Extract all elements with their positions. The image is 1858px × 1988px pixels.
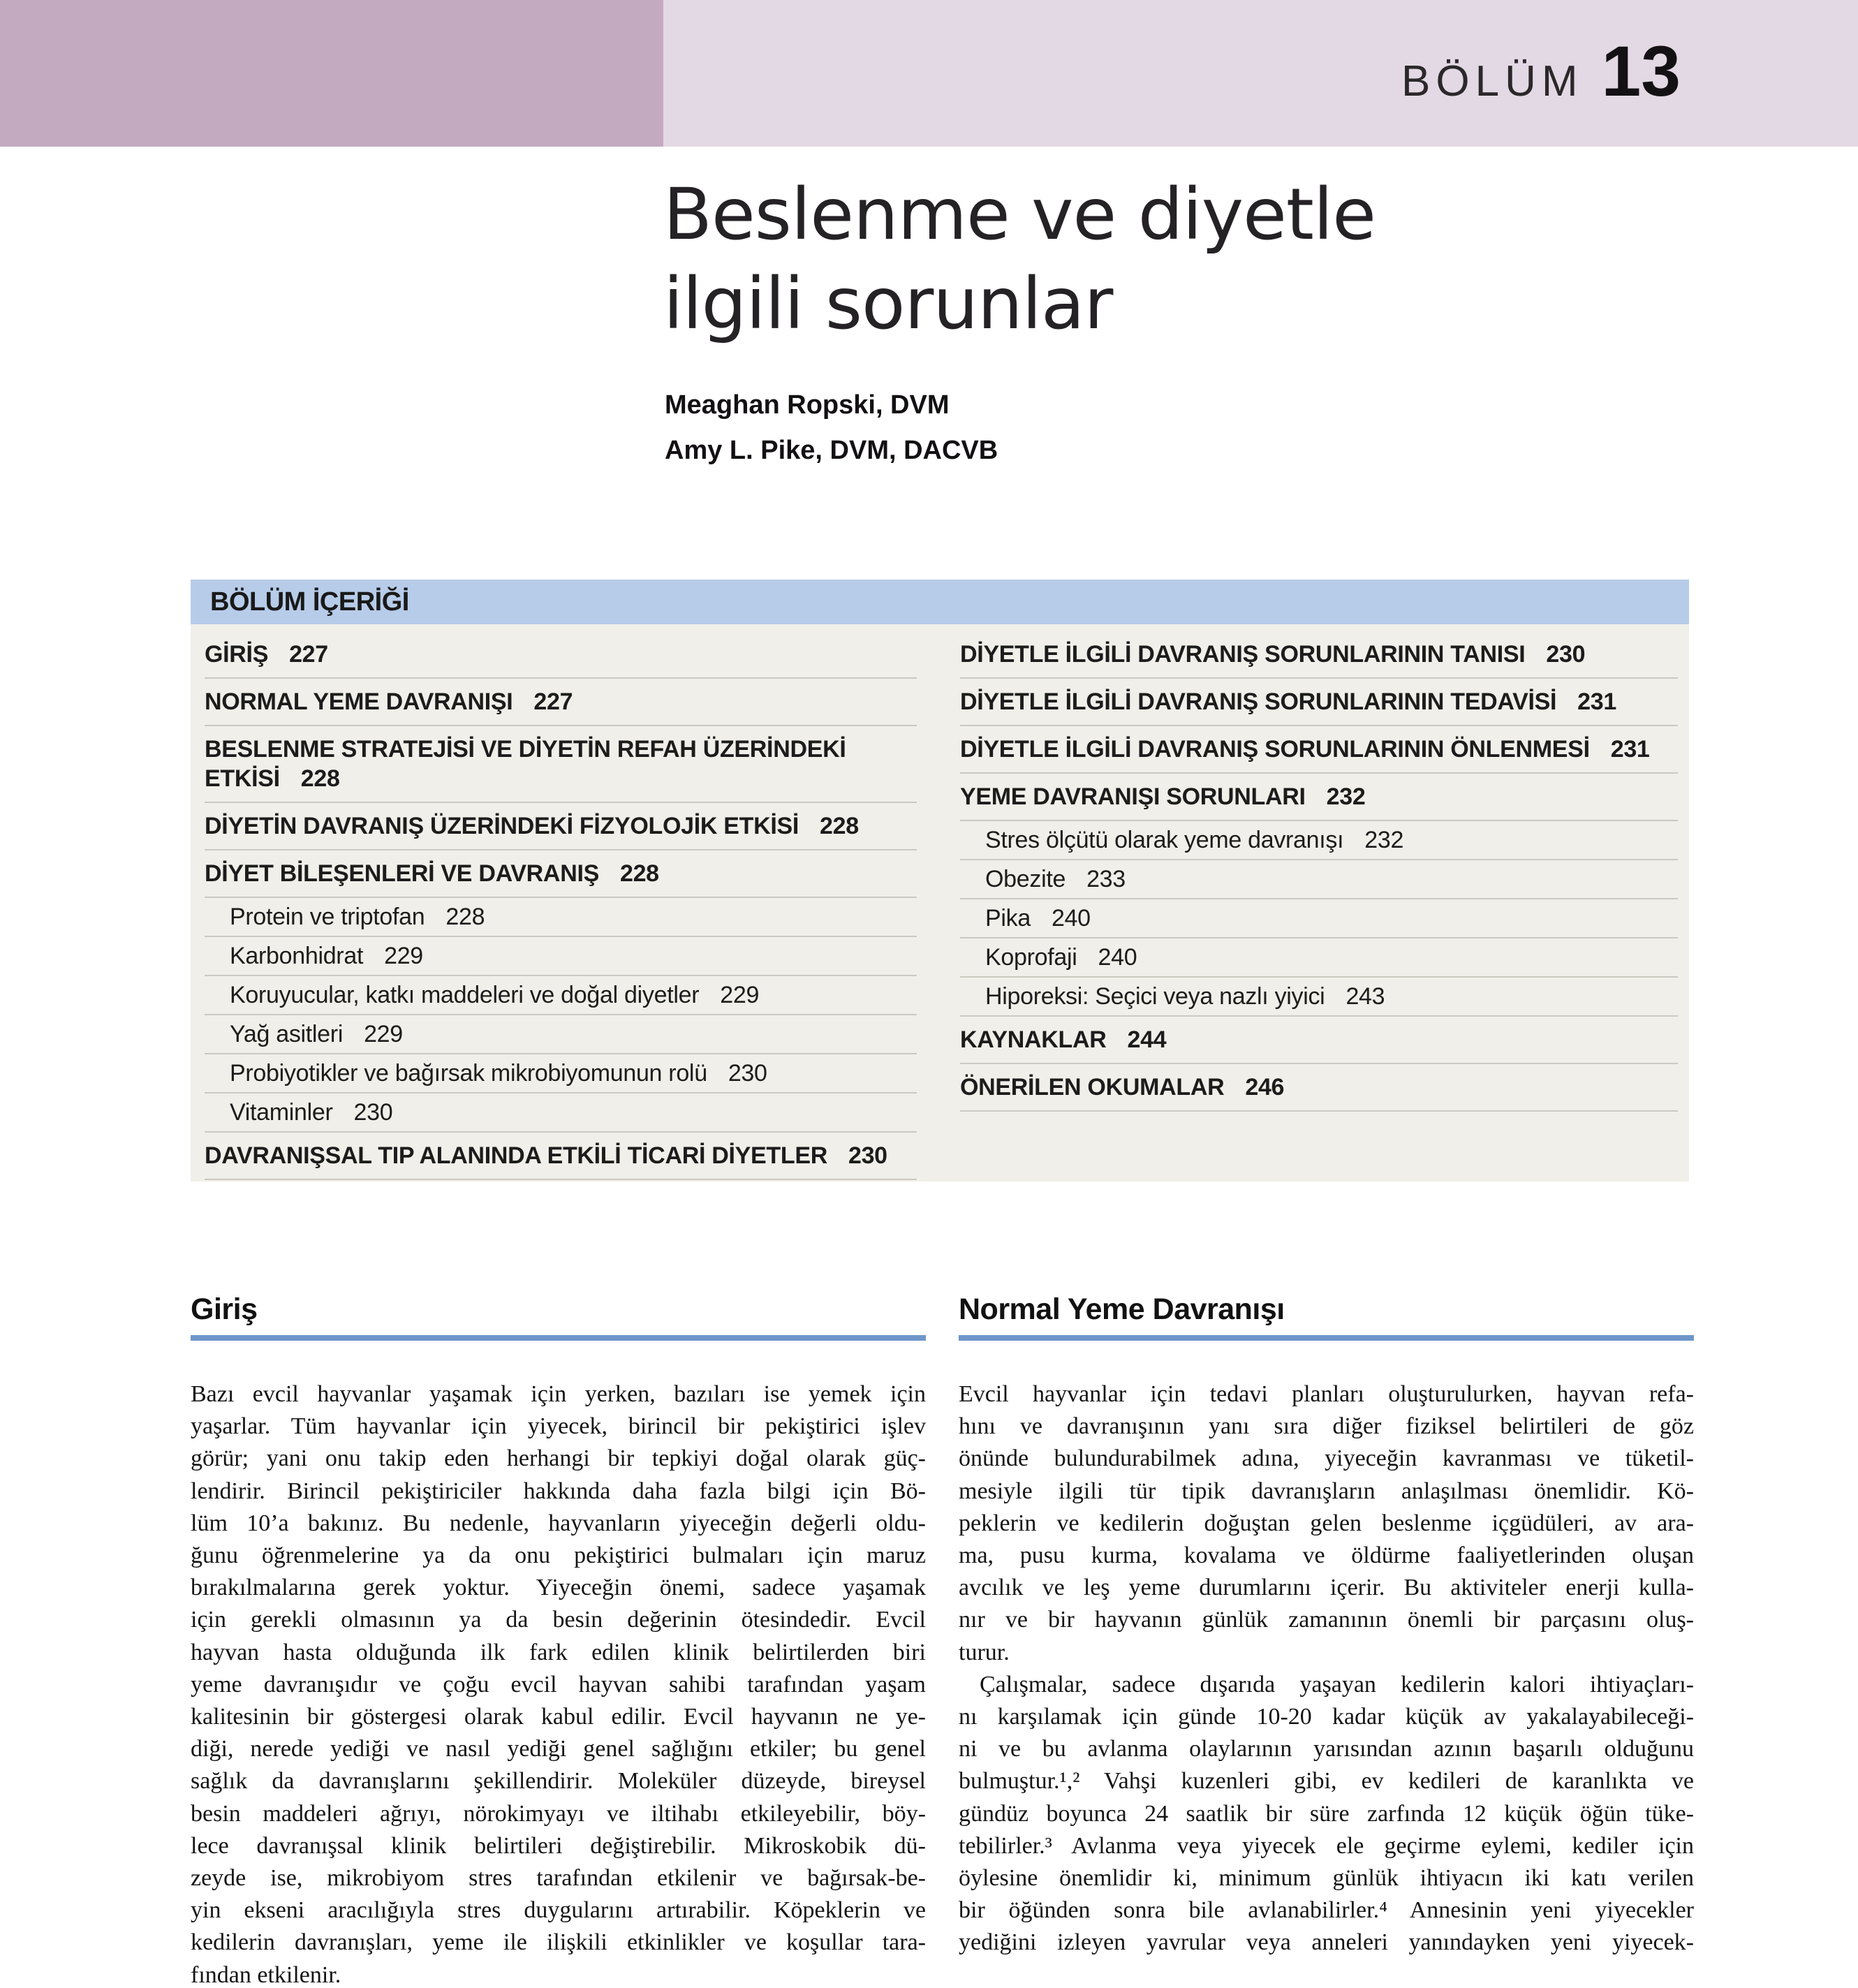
- text-line: kalitesinin bir göstergesi olarak kabul edilir. Evcil hayvanın ne ye-: [191, 1704, 926, 1730]
- toc-item-page-number: 243: [1345, 983, 1385, 1010]
- toc-item: [205, 803, 917, 851]
- text-line: ni ve bu avlanma olaylarının yarısından azının başarılı olduğunu: [959, 1736, 1694, 1762]
- text-line: Bazı evcil hayvanlar yaşamak için yerken, bazıları ise yemek için: [191, 1381, 926, 1407]
- toc-item-page-number: 232: [1364, 827, 1404, 853]
- toc-item-label: Protein ve triptofan: [230, 904, 425, 930]
- toc-column-right: [960, 631, 1678, 1180]
- toc-item: [205, 937, 917, 976]
- page-title-line1: Beslenme ve diyetle: [663, 173, 1376, 256]
- text-line: önünde bulundurabilmek adına, yiyeceğin kavranması ve tüketil-: [959, 1445, 1694, 1472]
- toc-item: [205, 1054, 917, 1094]
- toc-item-label: DİYETİN DAVRANIŞ ÜZERİNDEKİ FİZYOLOJİK ETKİSİ: [205, 813, 799, 839]
- toc-item-label: Karbonhidrat: [230, 943, 364, 969]
- toc-item-label: ÖNERİLEN OKUMALAR: [960, 1074, 1225, 1100]
- text-line: ğunu öğrenmelerine ya da onu pekiştirici bulmaları için maruz: [191, 1542, 926, 1569]
- toc-column-left: [205, 631, 917, 1180]
- toc-item-page-number: 230: [1546, 641, 1586, 668]
- toc-item-page-number: 233: [1086, 866, 1126, 892]
- toc-item-label: DİYET BİLEŞENLERİ VE DAVRANIŞ: [205, 860, 599, 887]
- text-line: avcılık ve leş yeme durumlarını içerir. Bu aktiviteler enerji kulla-: [959, 1575, 1694, 1601]
- page-title: [663, 170, 1376, 349]
- text-line: mesiyle ilgili tür tipik davranışların anlaşılması önemlidir. Kö-: [959, 1478, 1694, 1504]
- toc-item-page-number: 231: [1610, 736, 1650, 763]
- text-line: hayvan hasta olduğunda ilk fark edilen klinik belirtilerden biri: [191, 1639, 926, 1665]
- toc-item-page-number: 230: [848, 1142, 887, 1169]
- toc-item-label: KAYNAKLAR: [960, 1026, 1107, 1053]
- author-name: Meaghan Ropski, DVM: [665, 390, 950, 420]
- text-line: Evcil hayvanlar için tedavi planları oluşturulurken, hayvan refa-: [959, 1381, 1694, 1407]
- toc-item: [960, 631, 1678, 679]
- author-name: Amy L. Pike, DVM, DACVB: [665, 436, 998, 465]
- paragraph: [191, 1378, 926, 1988]
- section-heading: Giriş: [191, 1293, 258, 1326]
- paragraph: [959, 1669, 1694, 1959]
- toc-item-page-number: 228: [300, 765, 340, 792]
- toc-item-page-number: 232: [1326, 783, 1366, 810]
- text-line: nır ve bir hayvanın günlük zamanının önemli bir parçasını oluş-: [959, 1607, 1694, 1633]
- text-line: fından etkilenir.: [191, 1961, 341, 1988]
- toc-item: [960, 1064, 1678, 1112]
- toc-item-label: Vitaminler: [230, 1099, 333, 1126]
- toc-item-label: Pika: [985, 905, 1031, 932]
- text-line: besin maddeleri ağrıyı, nörokimyayı ve iltihabı etkileyebilir, böy-: [191, 1800, 926, 1827]
- toc-item-page-number: 228: [619, 860, 659, 887]
- toc-item: [960, 774, 1678, 821]
- toc-item-page-number: 229: [364, 1021, 403, 1047]
- top-band-dark-segment: [0, 0, 663, 147]
- text-line: diği, nerede yediği ve nasıl yediği genel sağlığını etkiler; bu genel: [191, 1736, 926, 1762]
- toc-item: [960, 938, 1678, 978]
- toc-item-page-number: 229: [720, 982, 760, 1008]
- heading-rule: [959, 1335, 1694, 1341]
- text-line: zeyde ise, mikrobiyom stres tarafından etkilenir ve bağırsak-be-: [191, 1865, 926, 1892]
- toc-item-label: Koruyucular, katkı maddeleri ve doğal diyetler: [230, 982, 700, 1008]
- text-line: yediğini izleyen yavrular veya anneleri yanındayken yeni yiyecek-: [959, 1929, 1694, 1956]
- page-title-line2: ilgili sorunlar: [663, 263, 1113, 346]
- toc-item-page-number: 228: [820, 813, 859, 839]
- toc-item: [205, 1094, 917, 1133]
- toc-item-label: NORMAL YEME DAVRANIŞI: [205, 689, 513, 715]
- section-normal-yeme-davranisi: [959, 1292, 1694, 1959]
- text-line: lüm 10’a bakınız. Bu nedenle, hayvanların yiyeceğin değerli oldu-: [191, 1510, 926, 1536]
- toc-item-label: Obezite: [985, 866, 1066, 892]
- chapter-label: BÖLÜM: [1401, 57, 1584, 105]
- authors: [665, 383, 998, 473]
- toc-item-label: Probiyotikler ve bağırsak mikrobiyomunun rolü: [230, 1060, 707, 1087]
- toc-item-label: DİYETLE İLGİLİ DAVRANIŞ SORUNLARININ TEDAVİSİ: [960, 689, 1557, 715]
- toc-item: [960, 899, 1678, 938]
- chapter-number: 13: [1601, 31, 1681, 111]
- text-line: gündüz boyunca 24 saatlik bir süre zarfında 12 küçük öğün tüke-: [959, 1800, 1694, 1827]
- text-line: yaşarlar. Tüm hayvanlar için yiyecek, birincil bir pekiştirici işlev: [191, 1413, 926, 1440]
- text-line: lendirir. Birincil pekiştiriciler hakkında daha fazla bilgi için Bö-: [191, 1478, 926, 1504]
- text-line: yeme davranışıdır ve çoğu evcil hayvan sahibi tarafından yaşam: [191, 1671, 926, 1698]
- text-line: için gerekli olmasının ya da besin değerinin ötesindedir. Evcil: [191, 1607, 926, 1633]
- toc-item-label: DİYETLE İLGİLİ DAVRANIŞ SORUNLARININ ÖNLENMESİ: [960, 736, 1590, 763]
- toc-item-page-number: 229: [384, 943, 423, 969]
- text-line: öylesine önemlidir ki, minimum günlük ihtiyacın iki katı verilen: [959, 1865, 1694, 1892]
- text-line: nı karşılamak için günde 10-20 kadar küçük av yakalayabileceği-: [959, 1704, 1694, 1730]
- toc-item: [205, 898, 917, 937]
- text-line: sağlık da davranışlarını şekillendirir. Moleküler düzeyde, bireysel: [191, 1768, 926, 1795]
- text-line: hını ve davranışının yanı sıra diğer fiziksel belirtileri de göz: [959, 1413, 1694, 1440]
- toc-item: [960, 726, 1678, 774]
- text-line: yin ekseni aracılığıyla stres duygularını artırabilir. Köpeklerin ve: [191, 1897, 926, 1924]
- section-body: [191, 1378, 926, 1988]
- toc-item-label: DİYETLE İLGİLİ DAVRANIŞ SORUNLARININ TANISI: [960, 641, 1526, 668]
- chapter-tag: [1401, 31, 1681, 112]
- toc-item-page-number: 227: [533, 689, 573, 715]
- toc-item: [205, 679, 917, 726]
- section-heading: Normal Yeme Davranışı: [959, 1293, 1285, 1326]
- toc-columns: [191, 624, 1689, 1180]
- text-line: kedilerin davranışları, yeme ile ilişkili etkinlikler ve koşullar tara-: [191, 1929, 926, 1956]
- toc-item: [960, 860, 1678, 899]
- toc-item-page-number: 240: [1098, 944, 1137, 971]
- toc-item: [205, 726, 917, 803]
- text-line: görür; yani onu takip eden herhangi bir tepkiyi doğal olarak güç-: [191, 1445, 926, 1472]
- toc-item-label: GİRİŞ: [205, 641, 269, 668]
- toc-item: [205, 1015, 917, 1054]
- toc-item: [205, 1133, 917, 1180]
- toc-item: [960, 821, 1678, 860]
- toc-item: [960, 1017, 1678, 1064]
- toc-box: [191, 580, 1689, 1181]
- toc-item-label: DAVRANIŞSAL TIP ALANINDA ETKİLİ TİCARİ DİYETLER: [205, 1142, 827, 1169]
- toc-item: [960, 978, 1678, 1017]
- toc-item-label: Yağ asitleri: [230, 1021, 344, 1047]
- toc-item-label: BESLENME STRATEJİSİ VE DİYETİN REFAH ÜZERİNDEKİ ETKİSİ: [205, 736, 846, 792]
- toc-item-page-number: 227: [289, 641, 328, 668]
- toc-item-label: Koprofaji: [985, 944, 1077, 971]
- toc-item-label: Hiporeksi: Seçici veya nazlı yiyici: [985, 983, 1325, 1010]
- toc-item-label: Stres ölçütü olarak yeme davranışı: [985, 827, 1344, 853]
- toc-header: BÖLÜM İÇERİĞİ: [191, 580, 1689, 624]
- toc-item-page-number: 230: [728, 1060, 767, 1087]
- heading-rule: [191, 1335, 926, 1341]
- toc-item-page-number: 240: [1051, 905, 1091, 932]
- text-line: Çalışmalar, sadece dışarıda yaşayan kedilerin kalori ihtiyaçları-: [980, 1671, 1694, 1698]
- toc-item: [960, 679, 1678, 726]
- top-band: [0, 0, 1858, 147]
- section-giris: [191, 1292, 926, 1988]
- text-line: bırakılmalarına gerek yoktur. Yiyeceğin önemi, sadece yaşamak: [191, 1575, 926, 1601]
- text-line: lece davranışsal klinik belirtileri değiştirebilir. Mikroskobik dü-: [191, 1832, 926, 1859]
- toc-item-page-number: 230: [353, 1099, 393, 1126]
- toc-item-page-number: 231: [1577, 689, 1616, 715]
- text-line: bulmuştur.¹,² Vahşi kuzenleri gibi, ev kedileri de karanlıkta ve: [959, 1768, 1694, 1795]
- text-line: tebilirler.³ Avlanma veya yiyecek ele geçirme eylemi, kediler için: [959, 1832, 1694, 1859]
- toc-item-page-number: 228: [445, 904, 485, 930]
- text-line: ma, pusu kurma, kovalama ve öldürme faaliyetlerinden oluşan: [959, 1542, 1694, 1569]
- toc-item: [205, 631, 917, 679]
- text-line: peklerin ve kedilerin doğuştan gelen beslenme içgüdüleri, av ara-: [959, 1510, 1694, 1536]
- toc-item: [205, 851, 917, 898]
- toc-item-label: YEME DAVRANIŞI SORUNLARI: [960, 783, 1306, 810]
- section-body: [959, 1378, 1694, 1959]
- text-line: turur.: [959, 1639, 1010, 1665]
- toc-item: [205, 976, 917, 1015]
- paragraph: [959, 1378, 1694, 1669]
- toc-item-page-number: 244: [1127, 1026, 1167, 1053]
- toc-item-page-number: 246: [1245, 1074, 1285, 1100]
- text-line: bir öğünden sonra bile avlanabilirler.⁴ Annesinin yeni yiyecekler: [959, 1897, 1694, 1924]
